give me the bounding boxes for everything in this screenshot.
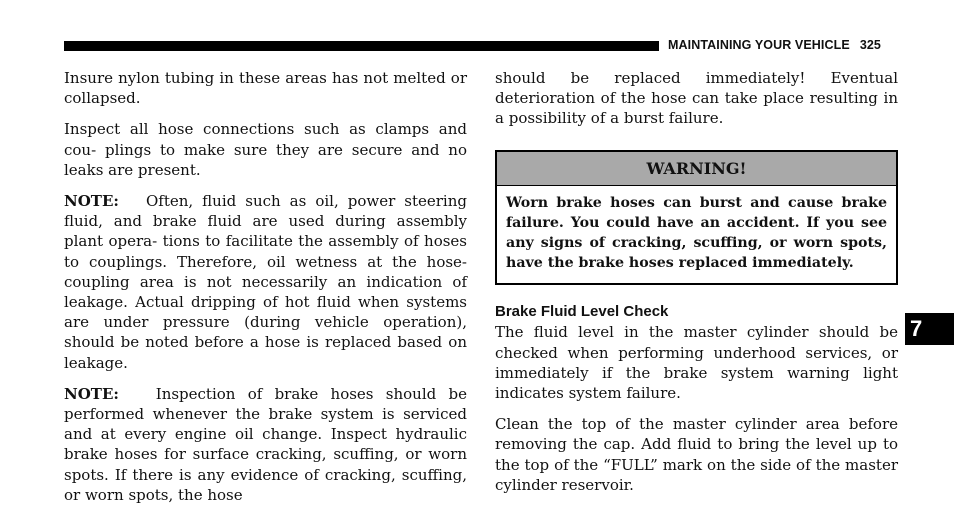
header-rule xyxy=(64,41,659,51)
paragraph-replace-immediately: should be replaced immediately! Eventual deterioration of the hose can take place resulting in a possibility of a burst failure. xyxy=(495,69,898,128)
note-brake-hose-inspection xyxy=(64,384,467,505)
note-fluid-wetness xyxy=(64,191,467,373)
right-column xyxy=(495,68,898,506)
warning-body: Worn brake hoses can burst and cause brake failure. You could have an accident. If you see any signs of cracking, scuffing, or worn spots, have the brake hoses replaced immediately. xyxy=(506,194,887,272)
left-column xyxy=(64,68,467,516)
warning-box xyxy=(495,150,898,286)
paragraph-hose-connections: Inspect all hose connections such as clamps and cou- plings to make sure they are secure and no leaks are present. xyxy=(64,120,467,179)
note-label: NOTE: xyxy=(64,384,119,403)
note-label: NOTE: xyxy=(64,192,119,211)
paragraph-fluid-level: The fluid level in the master cylinder should be checked when performing underhood services, or immediately if the brake system warning light indicates system failure. xyxy=(495,323,898,403)
note-text: Often, fluid such as oil, power steering fluid, and brake fluid are used during assembly plant opera- tions to facilitate the assembly of hoses to couplings. Therefore, oil wetness at the hose-coupling area is not necessarily an indication of leakage. Actual dripping of hot fluid when systems are under pressure (during vehicle operation), should be noted before a hose is replaced based on leakage. xyxy=(64,192,467,372)
section-title: MAINTAINING YOUR VEHICLE xyxy=(668,38,850,52)
chapter-tab: 7 xyxy=(905,313,954,345)
running-header xyxy=(668,38,881,52)
section-heading: Brake Fluid Level Check xyxy=(495,303,669,321)
paragraph-clean-cap: Clean the top of the master cylinder area before removing the cap. Add fluid to bring the level up to the top of the “FULL” mark on the side of the master cylinder reservoir. xyxy=(495,415,898,494)
paragraph-nylon-tubing: Insure nylon tubing in these areas has not melted or collapsed. xyxy=(64,69,467,108)
page-number: 325 xyxy=(859,38,881,52)
note-text: Inspection of brake hoses should be performed whenever the brake system is serviced and at every engine oil change. Inspect hydraulic brake hoses for surface cracking, scuffing, or worn spots. If there is any evidence of cracking, scuffing, or worn spots, the hose xyxy=(64,384,467,504)
warning-title: WARNING! xyxy=(497,152,896,186)
